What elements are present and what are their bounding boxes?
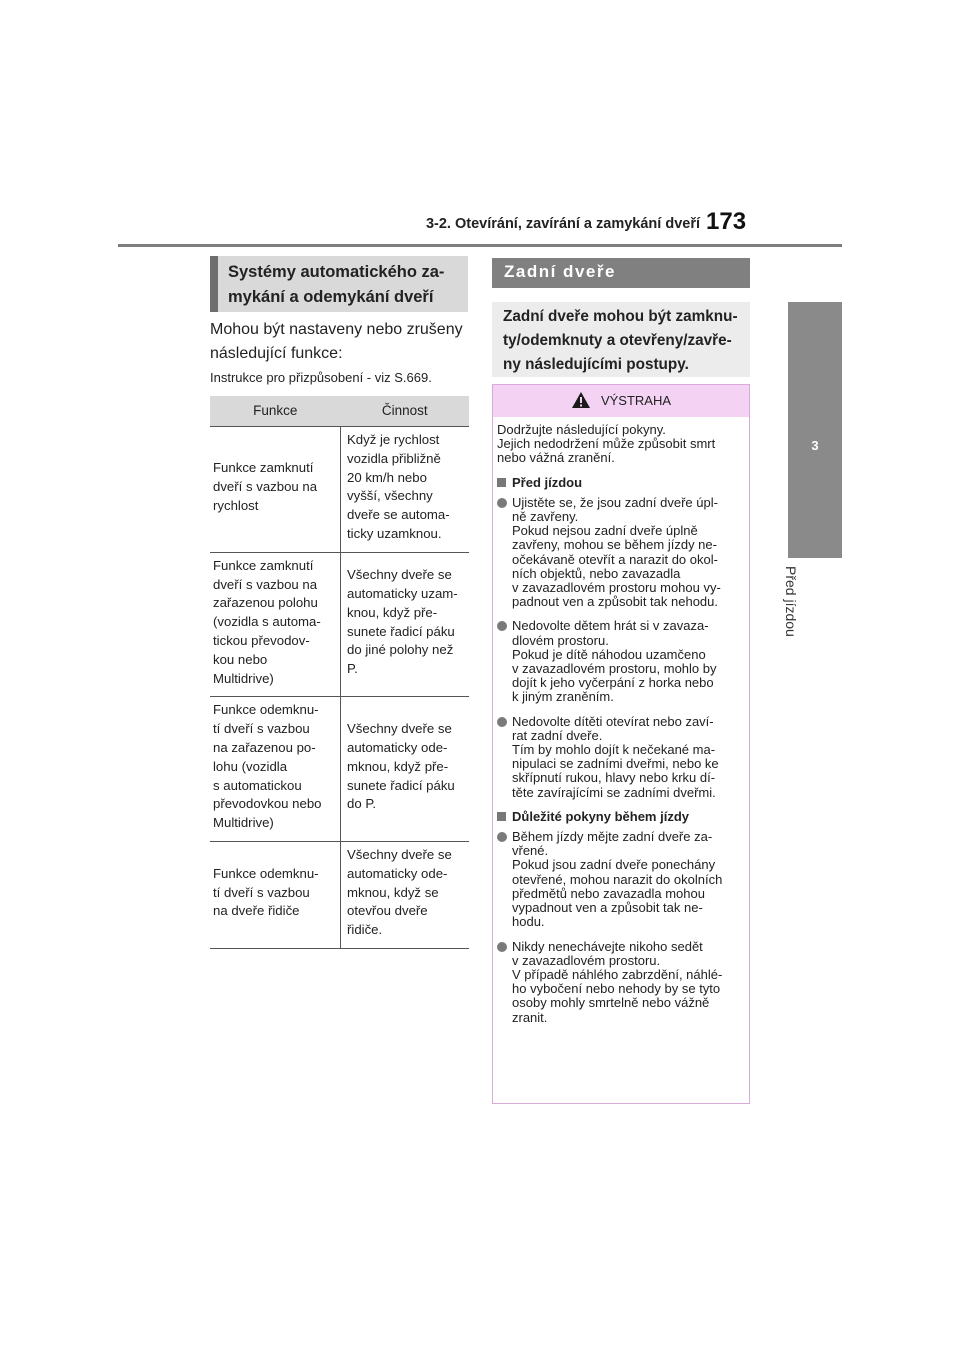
bullet-line: osoby mohly smrtelně nebo vážně: [512, 995, 710, 1011]
table-row: [210, 552, 469, 697]
bullet-dot-icon: [497, 621, 507, 631]
intro-line: Mohou být nastaveny nebo zrušeny: [210, 321, 463, 338]
section-title: 3-2. Otevírání, zavírání a zamykání dveří: [425, 216, 700, 232]
bullet-line: nipulaci se zadními dveřmi, nebo ke: [512, 756, 719, 772]
cell-line: Funkce odemknu-: [213, 865, 319, 881]
warning-header: [493, 385, 749, 417]
left-heading-line: mykání a odemykání dveří: [228, 288, 434, 306]
bullet-text: [512, 619, 744, 704]
cell-line: vyšší, všechny: [347, 488, 433, 504]
bullet-line: Nedovolte dětem hrát si v zavaza-: [512, 618, 709, 634]
cell-line: do jiné polohy než: [347, 642, 454, 658]
cell-line: ticky uzamknou.: [347, 525, 442, 541]
chapter-title: Před jízdou: [783, 566, 799, 637]
left-heading-line: Systémy automatického za-: [228, 263, 445, 281]
right-subheading-line: ny následujícími postupy.: [503, 356, 689, 373]
bullet-line: Nikdy nenechávejte nikoho sedět: [512, 938, 703, 954]
bullet-line: k jiným zraněním.: [512, 689, 614, 705]
cell-line: dveří s vazbou na: [213, 576, 318, 592]
bullet-line: V případě náhlého zabrzdění, náhlé-: [512, 966, 723, 982]
section-title-text: Před jízdou: [512, 474, 583, 490]
cell-line: (vozidla s automa-: [213, 614, 321, 630]
cell-line: tickou převodov-: [213, 632, 310, 648]
cell-line: Funkce zamknutí: [213, 557, 314, 573]
bullet-line: Ujistěte se, že jsou zadní dveře úpl-: [512, 494, 718, 510]
table-header-row: [210, 396, 469, 427]
cell-line: Multidrive): [213, 670, 274, 686]
cell-line: řidiče.: [347, 922, 383, 938]
warning-bullet: [497, 496, 744, 610]
action-cell: [341, 427, 470, 553]
cell-line: Funkce odemknu-: [213, 702, 319, 718]
header-rule: [118, 244, 842, 247]
warning-intro-line: Jejich nedodržení může způsobit smrt: [497, 436, 716, 452]
cell-line: lohu (vozidla: [213, 758, 288, 774]
customization-note: Instrukce pro přizpůsobení - viz S.669.: [210, 370, 432, 385]
cell-line: sunete řadicí páku: [347, 777, 455, 793]
cell-line: automaticky ode-: [347, 739, 448, 755]
cell-line: na dveře řidiče: [213, 903, 300, 919]
bullet-line: očekávaně otevřít a narazit do okol-: [512, 551, 718, 567]
cell-line: Funkce zamknutí: [213, 460, 314, 476]
cell-line: zařazenou polohu: [213, 595, 318, 611]
left-heading: [210, 256, 468, 312]
function-cell: [210, 697, 341, 842]
column-header-function: Funkce: [210, 396, 341, 427]
warning-section-title: [497, 476, 744, 490]
bullet-text: [512, 830, 744, 929]
bullet-dot-icon: [497, 832, 507, 842]
right-subheading: [492, 302, 750, 377]
bullet-text: [512, 940, 744, 1025]
right-subheading-line: Zadní dveře mohou být zamknu-: [503, 308, 738, 325]
bullet-line: dojít k jeho vyčerpání z horka nebo: [512, 675, 714, 691]
cell-line: otevřou dveře: [347, 903, 428, 919]
warning-bullet: [497, 619, 744, 704]
cell-line: do P.: [347, 796, 377, 812]
cell-line: knou, když pře-: [347, 604, 438, 620]
cell-line: sunete řadicí páku: [347, 623, 455, 639]
page-number: 173: [706, 208, 747, 235]
cell-line: s automatickou: [213, 777, 302, 793]
bullet-text: [512, 496, 744, 610]
cell-line: dveře se automa-: [347, 507, 450, 523]
warning-bullet: [497, 715, 744, 800]
function-cell: [210, 841, 341, 948]
function-cell: [210, 427, 341, 553]
bullet-line: v zavazadlovém prostoru.: [512, 952, 661, 968]
warning-bullet: [497, 830, 744, 929]
bullet-line: Pokud je dítě náhodou uzamčeno: [512, 646, 706, 662]
cell-line: 20 km/h nebo: [347, 469, 427, 485]
cell-line: Všechny dveře se: [347, 721, 452, 737]
cell-line: Když je rychlost: [347, 432, 440, 447]
square-bullet-icon: [497, 812, 506, 821]
cell-line: rychlost: [213, 497, 259, 513]
bullet-dot-icon: [497, 942, 507, 952]
cell-line: Všechny dveře se: [347, 846, 452, 862]
bullet-line: Pokud jsou zadní dveře ponechány: [512, 857, 716, 873]
warning-bullet: [497, 940, 744, 1025]
bullet-line: hodu.: [512, 914, 545, 930]
bullet-line: ně zavřeny.: [512, 509, 579, 525]
table-row: [210, 427, 469, 553]
bullet-text: [512, 715, 744, 800]
chapter-number: 3: [811, 438, 819, 453]
bullet-line: rat zadní dveře.: [512, 727, 603, 743]
cell-line: na zařazenou po-: [213, 739, 316, 755]
cell-line: kou nebo: [213, 651, 268, 667]
bullet-line: Pokud nejsou zadní dveře úplně: [512, 523, 698, 539]
bullet-line: ho vybočení nebo nehody by se tyto: [512, 981, 721, 997]
bullet-line: v zavazadlovém prostoru, mohlo by: [512, 661, 717, 677]
cell-line: tí dveří s vazbou: [213, 884, 310, 900]
bullet-line: otevřené, mohou narazit do okolních: [512, 871, 723, 887]
warning-title: VÝSTRAHA: [600, 393, 672, 408]
bullet-line: těte zavírajícími se zadními dveřmi.: [512, 784, 716, 800]
chapter-tab: [788, 302, 842, 558]
bullet-line: vypadnout ven a způsobit tak ne-: [512, 900, 703, 916]
bullet-line: Tím by mohlo dojít k nečekané ma-: [512, 742, 716, 758]
warning-box: [492, 384, 750, 1104]
bullet-line: zavřeny, mohou se během jízdy ne-: [512, 537, 717, 553]
bullet-line: vřené.: [512, 843, 549, 859]
cell-line: automaticky ode-: [347, 865, 448, 881]
warning-body: [493, 417, 749, 1025]
square-bullet-icon: [497, 478, 506, 487]
warning-section-title: [497, 810, 744, 824]
bullet-line: ních objektů, nebo zavazadla: [512, 565, 681, 581]
functions-table: [210, 396, 469, 949]
warning-triangle-icon: [571, 391, 591, 409]
bullet-line: Během jízdy mějte zadní dveře za-: [512, 829, 713, 845]
bullet-line: zranit.: [512, 1009, 548, 1025]
action-cell: [341, 552, 470, 697]
chapter-label: [783, 566, 803, 686]
right-heading: Zadní dveře: [492, 258, 750, 288]
table-row: [210, 697, 469, 842]
column-header-action: Činnost: [341, 396, 470, 427]
right-subheading-line: ty/odemknuty a otevřeny/zavře-: [503, 332, 732, 349]
bullet-dot-icon: [497, 717, 507, 727]
bullet-line: skřípnutí rukou, hlavy nebo krku dí-: [512, 770, 716, 786]
intro-line: následující funkce:: [210, 345, 343, 362]
cell-line: automaticky uzam-: [347, 585, 458, 601]
cell-line: mknou, když pře-: [347, 758, 449, 774]
cell-line: vozidla přibližně: [347, 450, 441, 466]
cell-line: mknou, když se: [347, 884, 439, 900]
cell-line: dveří s vazbou na: [213, 478, 318, 494]
bullet-line: předmětů nebo zavazadla mohou: [512, 885, 705, 901]
warning-intro-line: nebo vážná zranění.: [497, 450, 615, 466]
section-title-text: Důležité pokyny během jízdy: [512, 808, 689, 824]
action-cell: [341, 841, 470, 948]
cell-line: převodovkou nebo: [213, 796, 322, 812]
cell-line: P.: [347, 661, 358, 677]
table-row: [210, 841, 469, 948]
intro-text: [210, 318, 470, 366]
bullet-dot-icon: [497, 498, 507, 508]
warning-intro-line: Dodržujte následující pokyny.: [497, 422, 666, 437]
cell-line: tí dveří s vazbou: [213, 721, 310, 737]
cell-line: Všechny dveře se: [347, 567, 452, 583]
bullet-line: dlovém prostoru.: [512, 632, 609, 648]
function-cell: [210, 552, 341, 697]
cell-line: Multidrive): [213, 815, 274, 831]
table-body: [210, 427, 469, 949]
bullet-line: v zavazadlovém prostoru mohou vy-: [512, 580, 721, 596]
action-cell: [341, 697, 470, 842]
bullet-line: Nedovolte dítěti otevírat nebo zaví-: [512, 713, 714, 729]
bullet-line: padnout ven a způsobit tak nehodu.: [512, 594, 718, 610]
